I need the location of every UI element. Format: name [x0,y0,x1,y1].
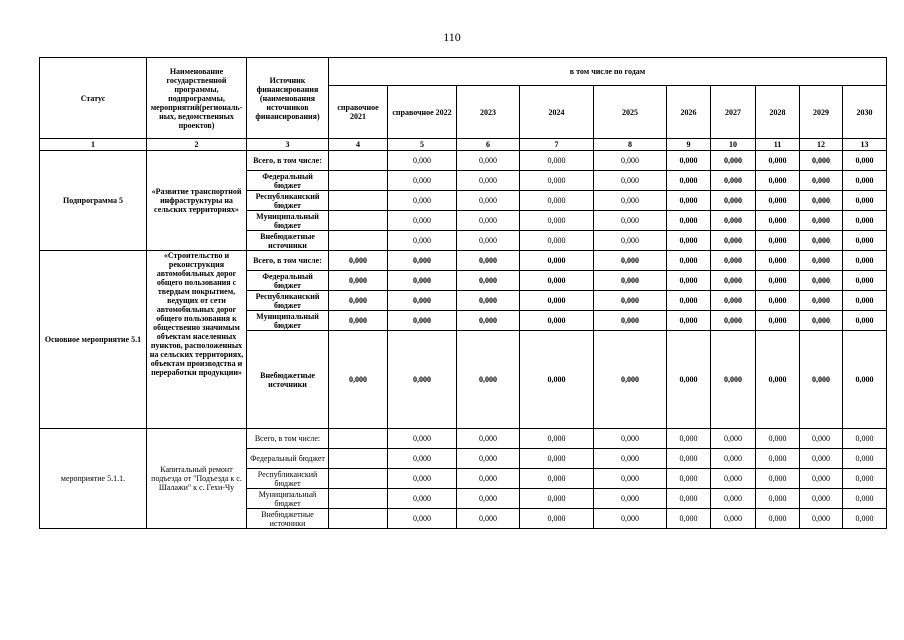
value-cell: 0,000 [594,191,667,211]
value-cell: 0,000 [756,469,800,489]
value-cell: 0,000 [667,449,711,469]
value-cell: 0,000 [711,291,756,311]
value-cell: 0,000 [667,271,711,291]
value-cell: 0,000 [520,429,594,449]
value-cell: 0,000 [388,311,457,331]
value-cell: 0,000 [756,251,800,271]
value-cell: 0,000 [520,271,594,291]
value-cell: 0,000 [800,311,843,331]
value-cell: 0,000 [800,151,843,171]
value-cell: 0,000 [711,191,756,211]
value-cell: 0,000 [711,231,756,251]
value-cell: 0,000 [800,489,843,509]
value-cell: 0,000 [388,211,457,231]
value-cell [329,469,388,489]
value-cell: 0,000 [520,489,594,509]
value-cell: 0,000 [756,311,800,331]
value-cell: 0,000 [388,469,457,489]
value-cell: 0,000 [594,231,667,251]
value-cell: 0,000 [800,231,843,251]
value-cell: 0,000 [711,171,756,191]
value-cell: 0,000 [388,291,457,311]
value-cell: 0,000 [843,469,887,489]
column-number-13: 13 [843,139,887,151]
value-cell: 0,000 [457,311,520,331]
header-status: Статус [40,58,147,139]
value-cell: 0,000 [594,469,667,489]
value-cell: 0,000 [843,151,887,171]
value-cell: 0,000 [329,331,388,429]
column-number-7: 7 [520,139,594,151]
source-label: Всего, в том числе: [247,151,329,171]
value-cell: 0,000 [329,251,388,271]
value-cell: 0,000 [756,211,800,231]
header-source: Источник финансирования (наименования источников финансирования) [247,58,329,139]
value-cell: 0,000 [800,509,843,529]
block-status: Подпрограмма 5 [40,151,147,251]
column-number-2: 2 [147,139,247,151]
value-cell: 0,000 [594,449,667,469]
value-cell [329,211,388,231]
header-years-group: в том числе по годам [329,58,887,86]
header-year-9: 2030 [843,86,887,139]
value-cell: 0,000 [843,211,887,231]
value-cell: 0,000 [667,171,711,191]
value-cell: 0,000 [520,151,594,171]
value-cell: 0,000 [388,151,457,171]
value-cell: 0,000 [843,231,887,251]
header-row-column-numbers [40,139,887,151]
value-cell: 0,000 [457,449,520,469]
value-cell: 0,000 [329,291,388,311]
value-cell: 0,000 [457,291,520,311]
value-cell [329,171,388,191]
header-year-6: 2027 [711,86,756,139]
value-cell: 0,000 [756,489,800,509]
value-cell: 0,000 [329,271,388,291]
value-cell: 0,000 [457,171,520,191]
value-cell: 0,000 [388,509,457,529]
header-row-1 [40,58,887,86]
value-cell: 0,000 [594,311,667,331]
value-cell: 0,000 [667,191,711,211]
value-cell: 0,000 [800,429,843,449]
source-label: Муниципальный бюджет [247,211,329,231]
source-label: Федеральный бюджет [247,271,329,291]
value-cell: 0,000 [388,191,457,211]
value-cell: 0,000 [594,331,667,429]
value-cell: 0,000 [756,449,800,469]
value-cell: 0,000 [711,251,756,271]
value-cell [329,151,388,171]
table-row [40,151,887,171]
value-cell: 0,000 [843,291,887,311]
table-row [40,429,887,449]
value-cell: 0,000 [388,429,457,449]
value-cell: 0,000 [667,151,711,171]
value-cell: 0,000 [843,509,887,529]
value-cell: 0,000 [711,331,756,429]
value-cell: 0,000 [457,151,520,171]
value-cell: 0,000 [711,429,756,449]
value-cell: 0,000 [711,211,756,231]
value-cell: 0,000 [667,429,711,449]
value-cell [329,449,388,469]
value-cell: 0,000 [520,509,594,529]
value-cell: 0,000 [520,469,594,489]
value-cell: 0,000 [594,271,667,291]
value-cell [329,509,388,529]
value-cell: 0,000 [457,469,520,489]
value-cell: 0,000 [800,271,843,291]
column-number-10: 10 [711,139,756,151]
value-cell: 0,000 [520,191,594,211]
financing-table [39,57,887,529]
header-year-0: справочное 2021 [329,86,388,139]
value-cell: 0,000 [667,211,711,231]
value-cell: 0,000 [388,271,457,291]
block-status: мероприятие 5.1.1. [40,429,147,529]
value-cell: 0,000 [756,191,800,211]
value-cell: 0,000 [756,271,800,291]
value-cell: 0,000 [388,171,457,191]
value-cell: 0,000 [520,331,594,429]
value-cell: 0,000 [711,271,756,291]
block-name: «Развитие транспортной инфраструктуры на сельских территориях» [147,151,247,251]
value-cell: 0,000 [667,251,711,271]
value-cell: 0,000 [843,271,887,291]
block-name: «Строительство и реконструкция автомобильных дорог общего пользования с твердым покрытием, ведущих от сети автомобильных дорог общего пользования к общественно значимым объектам населенных пунктов, расположенных на сельских территориях, объектам производства и переработки продукции» [147,251,247,429]
header-year-4: 2025 [594,86,667,139]
column-number-8: 8 [594,139,667,151]
value-cell: 0,000 [667,311,711,331]
value-cell [329,429,388,449]
column-number-11: 11 [756,139,800,151]
column-number-3: 3 [247,139,329,151]
value-cell: 0,000 [843,251,887,271]
value-cell: 0,000 [800,191,843,211]
value-cell: 0,000 [800,469,843,489]
value-cell: 0,000 [756,291,800,311]
value-cell: 0,000 [667,291,711,311]
column-number-1: 1 [40,139,147,151]
value-cell: 0,000 [457,489,520,509]
source-label: Внебюджетные источники [247,509,329,529]
value-cell: 0,000 [843,191,887,211]
value-cell: 0,000 [711,469,756,489]
value-cell: 0,000 [520,449,594,469]
value-cell: 0,000 [594,171,667,191]
value-cell: 0,000 [520,211,594,231]
value-cell: 0,000 [756,429,800,449]
value-cell: 0,000 [594,251,667,271]
value-cell: 0,000 [594,291,667,311]
header-year-3: 2024 [520,86,594,139]
source-label: Муниципальный бюджет [247,311,329,331]
value-cell: 0,000 [457,211,520,231]
source-label: Республиканский бюджет [247,191,329,211]
value-cell: 0,000 [843,331,887,429]
value-cell: 0,000 [388,331,457,429]
source-label: Республиканский бюджет [247,291,329,311]
header-program-name: Наименование государственной программы, подпрограммы, мероприятий(региональных, ведомственных проектов) [147,58,247,139]
value-cell: 0,000 [843,171,887,191]
value-cell: 0,000 [711,489,756,509]
value-cell: 0,000 [756,171,800,191]
column-number-9: 9 [667,139,711,151]
value-cell: 0,000 [520,171,594,191]
value-cell: 0,000 [800,211,843,231]
header-year-8: 2029 [800,86,843,139]
value-cell: 0,000 [520,251,594,271]
block-status: Основное мероприятие 5.1 [40,251,147,429]
value-cell: 0,000 [800,251,843,271]
table-row [40,251,887,271]
value-cell: 0,000 [457,251,520,271]
source-label: Внебюджетные источники [247,331,329,429]
value-cell: 0,000 [457,509,520,529]
value-cell: 0,000 [457,429,520,449]
value-cell: 0,000 [594,489,667,509]
value-cell: 0,000 [457,331,520,429]
block-name: Капитальный ремонт подъезда от "Подъезда к с. Шалажи" к с. Гехи-Чу [147,429,247,529]
header-year-1: справочное 2022 [388,86,457,139]
value-cell: 0,000 [756,231,800,251]
value-cell: 0,000 [756,151,800,171]
header-year-7: 2028 [756,86,800,139]
value-cell: 0,000 [594,211,667,231]
source-label: Внебюджетные источники [247,231,329,251]
value-cell: 0,000 [800,171,843,191]
column-number-4: 4 [329,139,388,151]
source-label: Республиканский бюджет [247,469,329,489]
value-cell: 0,000 [457,231,520,251]
value-cell: 0,000 [388,231,457,251]
value-cell: 0,000 [520,311,594,331]
value-cell: 0,000 [667,489,711,509]
value-cell: 0,000 [667,331,711,429]
value-cell: 0,000 [711,151,756,171]
source-label: Федеральный бюджет [247,171,329,191]
value-cell: 0,000 [756,509,800,529]
source-label: Всего, в том числе: [247,251,329,271]
value-cell: 0,000 [756,331,800,429]
column-number-5: 5 [388,139,457,151]
value-cell: 0,000 [520,231,594,251]
value-cell: 0,000 [800,331,843,429]
value-cell: 0,000 [457,271,520,291]
value-cell: 0,000 [843,489,887,509]
column-number-12: 12 [800,139,843,151]
value-cell: 0,000 [594,509,667,529]
value-cell: 0,000 [843,429,887,449]
page-number: 110 [443,30,461,44]
value-cell: 0,000 [457,191,520,211]
value-cell: 0,000 [667,509,711,529]
value-cell: 0,000 [388,251,457,271]
column-number-6: 6 [457,139,520,151]
value-cell: 0,000 [329,311,388,331]
value-cell: 0,000 [843,311,887,331]
value-cell [329,231,388,251]
value-cell: 0,000 [711,311,756,331]
value-cell: 0,000 [711,449,756,469]
value-cell: 0,000 [711,509,756,529]
source-label: Федеральный бюджет [247,449,329,469]
value-cell: 0,000 [667,469,711,489]
source-label: Всего, в том числе: [247,429,329,449]
value-cell: 0,000 [388,489,457,509]
header-year-2: 2023 [457,86,520,139]
value-cell: 0,000 [843,449,887,469]
header-year-5: 2026 [667,86,711,139]
value-cell: 0,000 [594,151,667,171]
value-cell: 0,000 [667,231,711,251]
value-cell: 0,000 [594,429,667,449]
value-cell: 0,000 [800,449,843,469]
source-label: Муниципальный бюджет [247,489,329,509]
value-cell [329,489,388,509]
value-cell: 0,000 [800,291,843,311]
value-cell: 0,000 [388,449,457,469]
value-cell: 0,000 [520,291,594,311]
value-cell [329,191,388,211]
